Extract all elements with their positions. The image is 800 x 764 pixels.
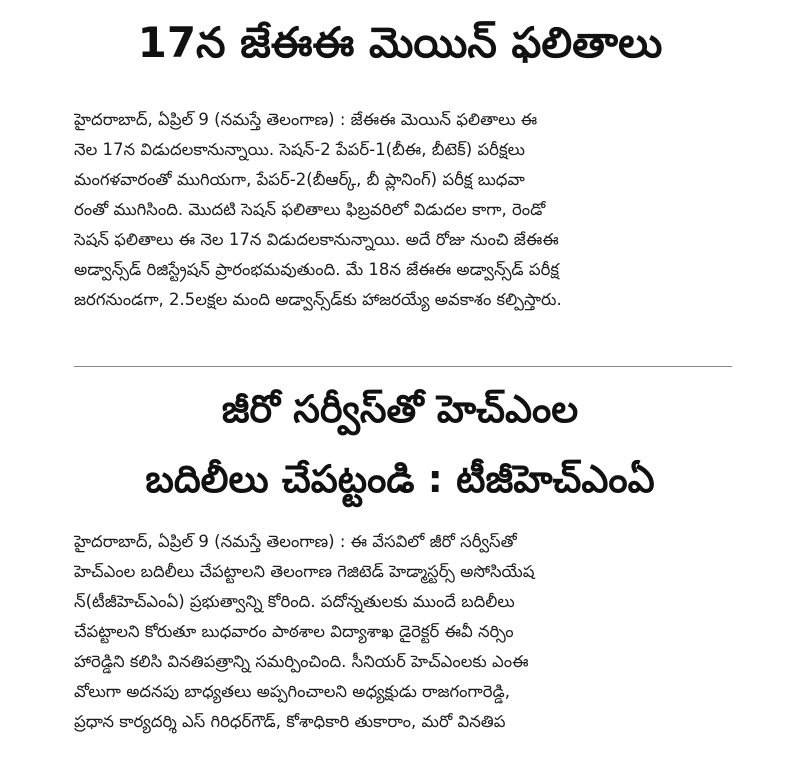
article-2-line: హెచ్ఎంల బదిలీలు చేపట్టాలని తెలంగాణ గెజిటెడ్ హెడ్మాస్టర్స్ అసోసియేష (74, 562, 535, 581)
article-2-line: హారెడ్డిని కలిసి వినతిపత్రాన్ని సమర్పించింది. సీనియర్ హెచ్ఎంలకు ఎంఈ (74, 652, 529, 671)
article-1-line: నెల 17న విడుదలకానున్నాయి. సెషన్-2 పేపర్-1(బీఈ, బీటెక్) పరీక్షలు (74, 140, 525, 159)
article-1-line: సెషన్ ఫలితాలు ఈ నెల 17న విడుదలకానున్నాయి. అదే రోజు నుంచి జేఈఈ (74, 230, 559, 249)
article-2-body (74, 527, 734, 737)
article-2-line: హైదరాబాద్, ఏప్రిల్ 9 (నమస్తే తెలంగాణ) : ఈ వేసవిలో జీరో సర్వీస్‌తో (74, 532, 517, 551)
article-divider (74, 366, 732, 367)
article-2-line: చేపట్టాలని కోరుతూ బుధవారం పాఠశాల విద్యాశాఖ డైరెక్టర్ ఈవీ నర్సిం (74, 622, 514, 641)
article-1-line: మంగళవారంతో ముగియగా, పేపర్-2(బీఆర్క్, బీ ప్లానింగ్) పరీక్ష బుధవా (74, 170, 525, 189)
article-1-line: రంతో ముగిసింది. మొదటి సెషన్ ఫలితాలు ఫిబ్రవరిలో విడుదల కాగా, రెండో (74, 200, 546, 219)
article-1-line: హైదరాబాద్, ఏప్రిల్ 9 (నమస్తే తెలంగాణ) : జేఈఈ మెయిన్ ఫలితాలు ఈ (74, 110, 538, 129)
article-2-headline-line-1: జీరో సర్వీస్‌తో హెచ్ఎంల (221, 387, 579, 431)
article-2-line: ప్రధాన కార్యదర్శి ఎస్ గిరిధర్‌గౌడ్, కోశాధికారి తుకారాం, మరో వినతిప (74, 712, 506, 731)
article-1-headline: 17న జేఈఈ మెయిన్ ఫలితాలు (137, 18, 663, 67)
article-1-body (74, 105, 734, 315)
article-1-line: జరగనుండగా, 2.5లక్షల మంది అడ్వాన్స్‌డ్‌కు హాజరయ్యే అవకాశం కల్పిస్తారు. (74, 290, 562, 309)
article-2-headline-line-2: బదిలీలు చేపట్టండి : టీజీహెచ్ఎంఏ (145, 457, 655, 501)
article-2-line: న్(టీజీహెచ్ఎంఏ) ప్రభుత్వాన్ని కోరింది. పదోన్నతులకు ముందే బదిలీలు (74, 592, 515, 611)
article-1-line: అడ్వాన్స్‌డ్ రిజిస్ట్రేషన్ ప్రారంభమవుతుంది. మే 18న జేఈఈ అడ్వాన్స్‌డ్ పరీక్ష (74, 260, 560, 279)
article-2-line: వోలుగా అదనపు బాధ్యతలు అప్పగించాలని అధ్యక్షుడు రాజగంగారెడ్డి, (74, 682, 510, 701)
